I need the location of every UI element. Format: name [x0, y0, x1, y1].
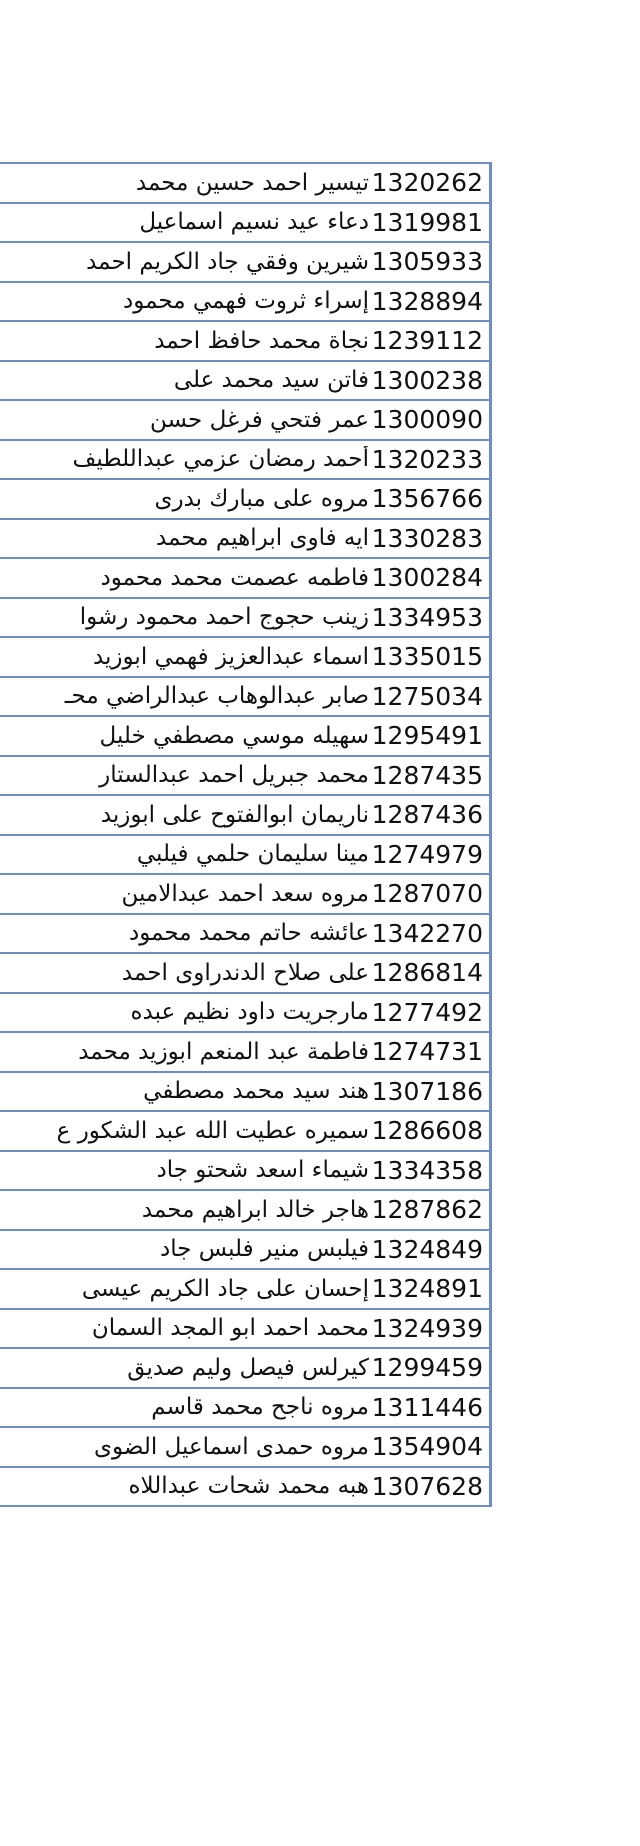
table-row[interactable]	[0, 1112, 492, 1152]
table-row[interactable]	[0, 1428, 492, 1468]
name-cell: اسماء عبدالعزيز فهمي ابوزيد	[92, 643, 369, 670]
id-cell: 1287070	[371, 879, 483, 909]
table-row[interactable]	[0, 717, 492, 757]
id-cell: 1300090	[371, 405, 483, 435]
name-cell: زينب حجوج احمد محمود رشوا	[79, 604, 369, 631]
id-cell: 1307628	[371, 1471, 483, 1501]
id-cell: 1320233	[371, 444, 483, 474]
name-cell: عمر فتحي فرغل حسن	[150, 406, 369, 433]
id-cell: 1287435	[371, 760, 483, 790]
id-cell: 1335015	[371, 642, 483, 672]
table-row[interactable]	[0, 1191, 492, 1231]
table-row[interactable]	[0, 757, 492, 797]
id-cell: 1334358	[371, 1155, 483, 1185]
name-cell: نجاة محمد حافظ احمد	[154, 327, 369, 354]
name-cell: كيرلس فيصل وليم صديق	[127, 1354, 369, 1381]
name-cell: سهيله موسي مصطفي خليل	[99, 722, 369, 749]
id-cell: 1299459	[371, 1353, 483, 1383]
table-row[interactable]	[0, 401, 492, 441]
table-row[interactable]	[0, 441, 492, 481]
table-row[interactable]	[0, 954, 492, 994]
table-row[interactable]	[0, 559, 492, 599]
table-row[interactable]	[0, 322, 492, 362]
table-row[interactable]	[0, 1152, 492, 1192]
id-cell: 1324849	[371, 1234, 483, 1264]
id-cell: 1239112	[371, 326, 483, 356]
name-cell: مروه حمدى اسماعيل الضوى	[94, 1433, 369, 1460]
name-cell: سميره عطيت الله عبد الشكور ع	[56, 1117, 369, 1144]
name-cell: ايه فاوى ابراهيم محمد	[156, 525, 369, 552]
name-cell: مروه سعد احمد عبدالامين	[121, 880, 369, 907]
id-cell: 1274731	[371, 1037, 483, 1067]
table-row[interactable]	[0, 480, 492, 520]
id-cell: 1307186	[371, 1076, 483, 1106]
id-cell: 1286814	[371, 958, 483, 988]
name-cell: عائشه حاتم محمد محمود	[129, 920, 369, 947]
table-row[interactable]	[0, 1033, 492, 1073]
table-row[interactable]	[0, 1073, 492, 1113]
name-cell: إسراء ثروت فهمي محمود	[123, 288, 369, 315]
name-cell: فاطمة عبد المنعم ابوزيد محمد	[78, 1038, 369, 1065]
name-cell: فيلبس منير فلبس جاد	[160, 1236, 369, 1263]
id-cell: 1287436	[371, 800, 483, 830]
name-cell: هاجر خالد ابراهيم محمد	[141, 1196, 369, 1223]
name-cell: شيماء اسعد شحتو جاد	[156, 1157, 369, 1184]
name-cell: شيرين وفقي جاد الكريم احمد	[86, 248, 369, 275]
name-cell: مينا سليمان حلمي فيلبي	[136, 841, 369, 868]
name-cell: محمد احمد ابو المجد السمان	[91, 1315, 369, 1342]
table-row[interactable]	[0, 678, 492, 718]
id-cell: 1334953	[371, 602, 483, 632]
name-cell: دعاء عيد نسيم اسماعيل	[139, 209, 369, 236]
id-cell: 1295491	[371, 721, 483, 751]
id-cell: 1324939	[371, 1313, 483, 1343]
table-row[interactable]	[0, 638, 492, 678]
name-cell: مروه ناجح محمد قاسم	[151, 1394, 369, 1421]
name-cell: مروه على مبارك بدرى	[154, 485, 369, 512]
table-row[interactable]	[0, 994, 492, 1034]
name-cell: صابر عبدالوهاب عبدالراضي محـ	[64, 683, 369, 710]
table-row[interactable]	[0, 915, 492, 955]
name-cell: أحمد رمضان عزمي عبداللطيف	[72, 446, 369, 473]
table-row[interactable]	[0, 1270, 492, 1310]
id-cell: 1305933	[371, 247, 483, 277]
id-cell: 1354904	[371, 1432, 483, 1462]
id-cell: 1300284	[371, 563, 483, 593]
name-cell: هبه محمد شحات عبداللاه	[128, 1473, 369, 1500]
id-cell: 1319981	[371, 207, 483, 237]
table-row[interactable]	[0, 362, 492, 402]
table-row[interactable]	[0, 875, 492, 915]
name-cell: فاتن سيد محمد على	[173, 367, 369, 394]
table-row[interactable]	[0, 796, 492, 836]
id-cell: 1274979	[371, 839, 483, 869]
id-cell: 1287862	[371, 1195, 483, 1225]
id-cell: 1320262	[371, 168, 483, 198]
table-row[interactable]	[0, 1231, 492, 1271]
id-cell: 1300238	[371, 365, 483, 395]
table-row[interactable]	[0, 1468, 492, 1508]
id-cell: 1330283	[371, 523, 483, 553]
table-row[interactable]	[0, 599, 492, 639]
name-cell: على صلاح الدندراوى احمد	[121, 959, 369, 986]
name-list-table	[0, 162, 492, 1507]
name-cell: ناريمان ابوالفتوح على ابوزيد	[100, 801, 369, 828]
id-cell: 1311446	[371, 1392, 483, 1422]
id-cell: 1356766	[371, 484, 483, 514]
table-row[interactable]	[0, 1310, 492, 1350]
id-cell: 1275034	[371, 681, 483, 711]
id-cell: 1342270	[371, 918, 483, 948]
table-row[interactable]	[0, 1349, 492, 1389]
name-cell: فاطمه عصمت محمد محمود	[100, 564, 369, 591]
table-row[interactable]	[0, 204, 492, 244]
name-cell: إحسان على جاد الكريم عيسى	[81, 1275, 369, 1302]
table-row[interactable]	[0, 243, 492, 283]
name-cell: محمد جبريل احمد عبدالستار	[99, 762, 369, 789]
name-cell: تيسير احمد حسين محمد	[135, 169, 369, 196]
table-row[interactable]	[0, 520, 492, 560]
table-row[interactable]	[0, 836, 492, 876]
name-cell: مارجريت داود نظيم عبده	[130, 999, 369, 1026]
table-row[interactable]	[0, 164, 492, 204]
table-row[interactable]	[0, 1389, 492, 1429]
id-cell: 1286608	[371, 1116, 483, 1146]
table-row[interactable]	[0, 283, 492, 323]
id-cell: 1324891	[371, 1274, 483, 1304]
id-cell: 1277492	[371, 997, 483, 1027]
name-cell: هند سيد محمد مصطفي	[143, 1078, 369, 1105]
id-cell: 1328894	[371, 286, 483, 316]
